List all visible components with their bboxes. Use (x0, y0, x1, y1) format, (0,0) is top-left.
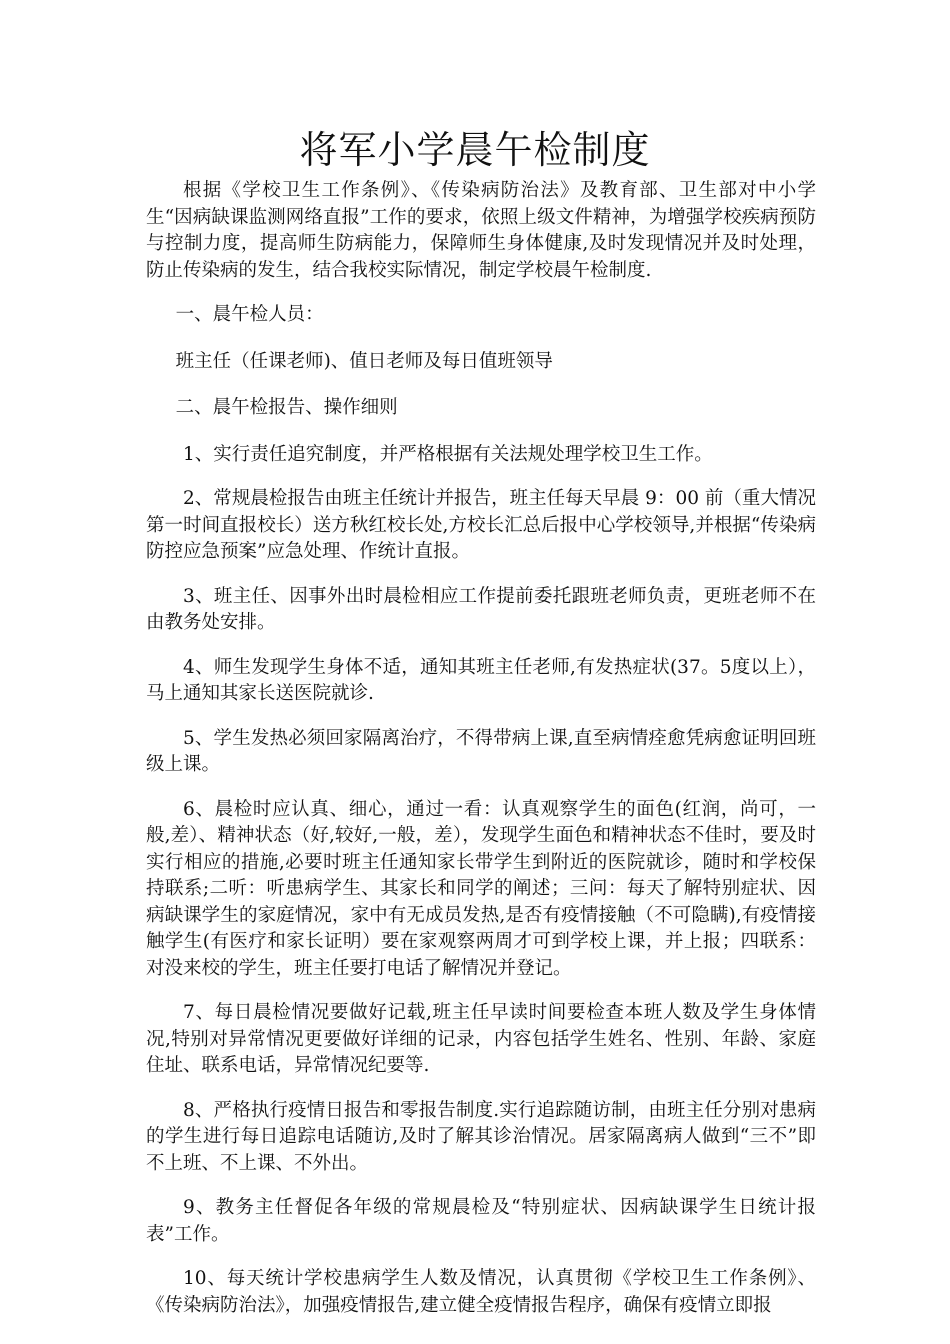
rule-item-6: 6、晨检时应认真、细心，通过一看：认真观察学生的面色(红润，尚可，一般,差）、精神状态（好,较好,一般，差），发现学生面色和精神状态不佳时，要及时实行相应的措施,必要时班主任通知家长带学生到附近的医院就诊，随时和学校保持联系;二听：听患病学生、其家长和同学的阐述；三问：每天了解特别症状、因病缺课学生的家庭情况，家中有无成员发热,是否有疫情接触（不可隐瞒),有疫情接触学生(有医疗和家长证明）要在家观察两周才可到学校上课，并上报；四联系：对没来校的学生，班主任要打电话了解情况并登记。 (146, 798, 816, 979)
rule-item-5: 5、学生发热必须回家隔离治疗，不得带病上课,直至病情痊愈凭病愈证明回班级上课。 (146, 727, 816, 775)
intro-paragraph: 根据《学校卫生工作条例》、《传染病防治法》及教育部、卫生部对中小学生“因病缺课监测网络直报”工作的要求，依照上级文件精神，为增强学校疾病预防与控制力度，提高师生防病能力，保障师生身体健康,及时发现情况并及时处理，防止传染病的发生，结合我校实际情况，制定学校晨午检制度. (146, 180, 816, 281)
section-1-staff: 班主任（任课老师)、值日老师及每日值班领导 (175, 350, 553, 372)
rule-item-7: 7、每日晨检情况要做好记载,班主任早读时间要检查本班人数及学生身体情况,特别对异常情况更要做好详细的记录，内容包括学生姓名、性别、年龄、家庭住址、联系电话，异常情况纪要等. (146, 1002, 816, 1076)
rule-item-4: 4、师生发现学生身体不适，通知其班主任老师,有发热症状(37。5度以上），马上通知其家长送医院就诊. (146, 656, 816, 704)
document-title: 将军小学晨午检制度 (299, 128, 651, 172)
section-2-heading: 二、晨午检报告、操作细则 (175, 397, 398, 418)
rule-item-9: 9、教务主任督促各年级的常规晨检及“特别症状、因病缺课学生日统计报表”工作。 (146, 1197, 816, 1245)
rule-item-1: 1、实行责任追究制度，并严格根据有关法规处理学校卫生工作。 (183, 443, 713, 465)
rule-item-8: 8、严格执行疫情日报告和零报告制度.实行追踪随访制，由班主任分别对患病的学生进行每日追踪电话随访,及时了解其诊治情况。居家隔离病人做到“三不”即不上班、不上课、不外出。 (146, 1099, 816, 1174)
rule-item-10: 10、每天统计学校患病学生人数及情况，认真贯彻《学校卫生工作条例》、《传染病防治法》，加强疫情报告,建立健全疫情报告程序，确保有疫情立即报 (146, 1268, 816, 1316)
document-body (146, 178, 816, 1337)
rule-item-3: 3、班主任、因事外出时晨检相应工作提前委托跟班老师负责，更班老师不在由教务处安排。 (146, 585, 816, 633)
rule-item-2: 2、常规晨检报告由班主任统计并报告，班主任每天早晨 9：00 前（重大情况第一时间直报校长）送方秋红校长处,方校长汇总后报中心学校领导,并根据“传染病防控应急预案”应急处理、作统计直报。 (146, 488, 816, 562)
section-1-heading: 一、晨午检人员： (175, 304, 324, 325)
